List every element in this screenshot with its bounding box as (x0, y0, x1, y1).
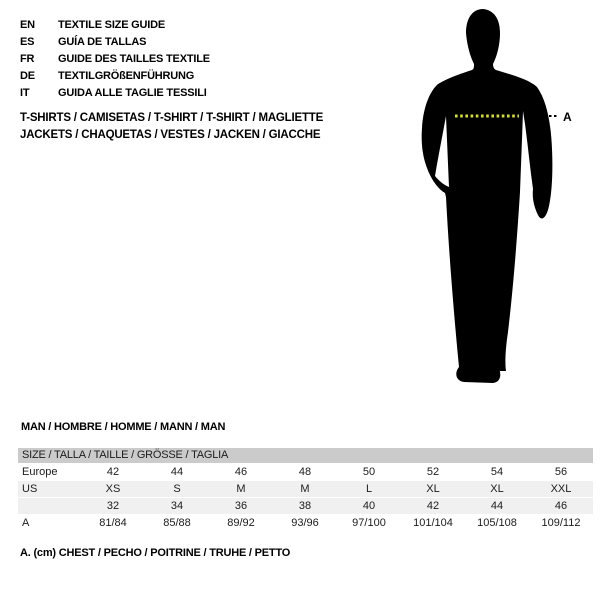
cell: XS (105, 483, 121, 495)
cell: 89/92 (227, 517, 255, 529)
row-label: A (22, 517, 30, 529)
cell: 97/100 (352, 517, 386, 529)
language-label: TEXTILGRÖßENFÜHRUNG (58, 69, 195, 82)
cell: XXL (550, 483, 572, 495)
language-row-de (20, 67, 210, 84)
section-title: MAN / HOMBRE / HOMME / MANN / MAN (21, 421, 226, 433)
man-silhouette (422, 9, 553, 383)
cell: 81/84 (99, 517, 127, 529)
category-lines (20, 110, 323, 144)
category-tshirts: T-SHIRTS / CAMISETAS / T-SHIRT / T-SHIRT / MAGLIETTE (20, 112, 324, 124)
cell: 85/88 (163, 517, 191, 529)
cell: 38 (298, 500, 312, 512)
cell: 56 (554, 466, 568, 478)
cell: 101/104 (413, 517, 453, 529)
language-code: ES (20, 35, 35, 48)
cell: M (300, 483, 310, 495)
language-row-es (20, 33, 210, 50)
cell: S (173, 483, 181, 495)
language-row-fr (20, 50, 210, 67)
row-label: Europe (22, 466, 58, 478)
cell: M (236, 483, 246, 495)
cell: 50 (362, 466, 376, 478)
language-row-en (20, 16, 210, 33)
cell: 52 (426, 466, 440, 478)
cell: 93/96 (291, 517, 319, 529)
table-row-us (18, 481, 593, 497)
language-label: GUIDA ALLE TAGLIE TESSILI (58, 86, 207, 99)
category-jackets: JACKETS / CHAQUETAS / VESTES / JACKEN / GIACCHE (20, 129, 321, 141)
measurement-footnote: A. (cm) CHEST / PECHO / POITRINE / TRUHE / PETTO (20, 547, 291, 559)
cell: 46 (234, 466, 248, 478)
language-label: GUÍA DE TALLAS (58, 35, 147, 48)
man-silhouette-figure (410, 0, 600, 400)
cell: 44 (490, 500, 504, 512)
cell: 44 (170, 466, 184, 478)
cell: 48 (298, 466, 312, 478)
table-row-chest (18, 515, 593, 531)
row-label: US (22, 483, 38, 495)
cell: 34 (170, 500, 184, 512)
cell: 54 (490, 466, 504, 478)
language-row-it (20, 84, 210, 101)
cell: L (365, 483, 373, 495)
language-list (20, 16, 210, 101)
measure-label-a: A (563, 110, 572, 124)
language-label: GUIDE DES TAILLES TEXTILE (58, 52, 210, 65)
language-code: IT (20, 86, 30, 99)
cell: 40 (362, 500, 376, 512)
table-row-europe (18, 464, 593, 480)
cell: 42 (106, 466, 120, 478)
language-code: DE (20, 69, 35, 82)
language-label: TEXTILE SIZE GUIDE (58, 18, 166, 31)
table-row-alt-sizes (18, 498, 593, 514)
cell: 36 (234, 500, 248, 512)
cell: 105/108 (477, 517, 517, 529)
cell: 46 (554, 500, 568, 512)
table-header: SIZE / TALLA / TAILLE / GRÖSSE / TAGLIA (18, 448, 593, 463)
cell: XL (490, 483, 504, 495)
cell: 42 (426, 500, 440, 512)
cell: 109/112 (541, 517, 581, 529)
size-table (18, 448, 593, 531)
language-code: EN (20, 18, 35, 31)
cell: XL (426, 483, 440, 495)
language-code: FR (20, 52, 35, 65)
cell: 32 (106, 500, 120, 512)
